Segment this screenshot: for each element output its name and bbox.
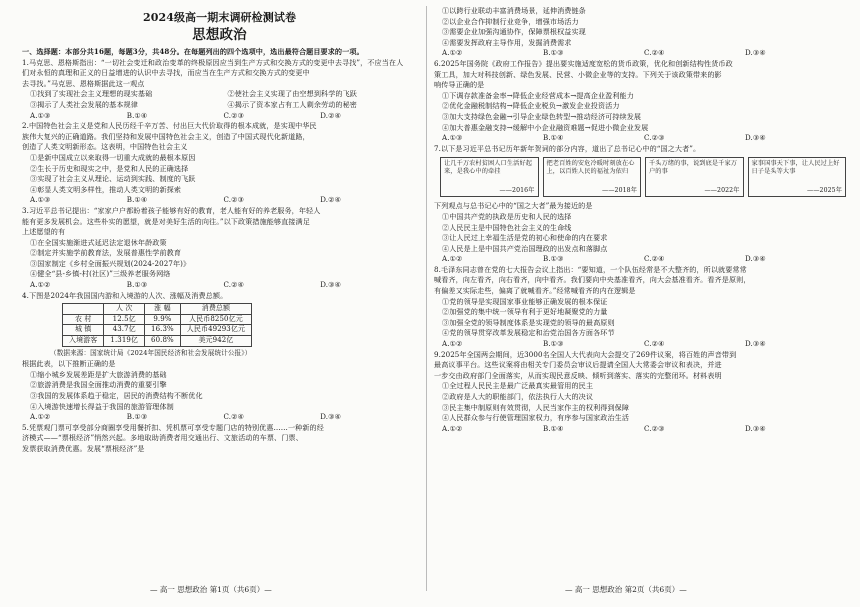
quote-box [645, 157, 744, 197]
q6-answers [434, 133, 846, 144]
question-5-continued [434, 6, 846, 59]
q1-answers [22, 111, 417, 122]
q5-line: 济模式——“票根经济”悄然兴起。多地取助消费者用交通出行、文旅活动的车票、门票、 [22, 433, 303, 443]
answer-choice: D.②④ [320, 195, 342, 205]
q3-option: ④健全“县-乡镇-村(社区)”三级养老服务网络 [30, 269, 171, 279]
q8-option: ④党的领导贯穿改革发展稳定和治党治国各方面各环节 [442, 328, 615, 338]
table-row [63, 314, 252, 325]
page-footer-right: — 高一 思想政治 第2页（共6页）— [565, 585, 687, 594]
answer-choice: C.②④ [644, 254, 665, 264]
q9-answers [434, 424, 846, 435]
table-cell: 12.5亿 [104, 314, 145, 325]
q9-option: ④人民群众参与行使管理国家权力，有序参与国家政治生活 [442, 413, 630, 423]
left-column [22, 6, 417, 455]
q2-line: 族伟大复兴的正确道路。我们坚持和发展中国特色社会主义，创造了中国式现代化新道路， [22, 131, 310, 141]
answer-choice: D.③④ [320, 412, 342, 422]
exam-title: 2024级高一期末调研检测试卷 [142, 11, 297, 24]
q1-line: 们对永恒的真理和正义的日益增进的认识中去寻找，而应当在生产方式和交换方式的变更中 [22, 68, 310, 78]
q5-option: ③需要企业加强沟通协作，保障票根权益实现 [442, 27, 586, 37]
answer-choice: D.③④ [745, 423, 766, 433]
q7-intro: 7.以下是习近平总书记历年新年贺词的部分内容，道出了总书记心中的“国之大者”。 [434, 143, 701, 153]
answer-choice: D.③④ [745, 254, 766, 264]
quote-box [748, 157, 847, 197]
right-column [434, 6, 846, 434]
answer-choice: C.②④ [223, 412, 245, 422]
q7-option: ②人民民主是中国特色社会主义的生命线 [442, 222, 572, 232]
q6-line: 6.2025年国务院《政府工作报告》提出要实施适度宽松的货币政策，优化和创新结构性货币政 [434, 58, 733, 68]
answer-choice: D.③④ [745, 339, 766, 349]
answer-choice: D.②④ [320, 110, 342, 120]
q4-option: ②旅游消费是我国全面推动消费的重要引擎 [30, 380, 167, 390]
question-4 [22, 291, 417, 423]
answer-choice: A.①② [442, 423, 463, 433]
q6-option: ③加大支持绿色金融→引导企业绿色转型→推动经济可持续发展 [442, 111, 642, 121]
q5-line: 发票获取消费优惠。发展“票根经济”是 [22, 443, 145, 453]
answer-choice: C.②④ [644, 48, 665, 58]
quote-box [440, 157, 539, 197]
table-cell: 人民币8250亿元 [180, 314, 251, 325]
q3-line: 能有更多发展机会。这些朴实的愿望，就是对美好生活的向往。”以下政策措施能够直接满足 [22, 216, 310, 226]
table-header-row [63, 304, 252, 315]
exam-subject: 思想政治 [192, 27, 247, 43]
quote-box [543, 157, 642, 197]
q9-line: 一步交由政府部门全面落实，从而实现民意反映、倾听到落实、落实的完整闭环。材料表明 [434, 370, 722, 380]
q1-option: ④揭示了资本家占有工人剩余劳动的秘密 [227, 99, 357, 109]
answer-choice: A.①③ [442, 133, 463, 143]
q8-option: ②加强党的集中统一领导有利于更好地凝聚党的力量 [442, 307, 608, 317]
q3-line: 上述愿望的有 [22, 227, 66, 237]
answer-choice: B.①③ [126, 280, 148, 290]
q2-option: ④彰显人类文明多样性，推动人类文明的新探索 [30, 184, 182, 194]
q3-option: ①在全国实施渐进式延迟法定退休年龄政策 [30, 237, 167, 247]
table-header: 涨 幅 [145, 304, 181, 315]
table-cell: 人民币49293亿元 [180, 325, 251, 336]
q4-option: ③我国的发展体系趋于稳定，居民的消费结构不断优化 [30, 391, 203, 400]
answer-choice: A.①② [30, 412, 51, 422]
q1-option: ③揭示了人类社会发展的基本规律 [30, 99, 138, 109]
answer-choice: A.①② [442, 339, 463, 349]
question-6 [434, 59, 846, 144]
q6-option: ②优化金融税制结构→降低企业税负→激发企业投资活力 [442, 101, 620, 111]
question-7 [434, 144, 846, 265]
q7-answers [434, 254, 846, 265]
q7-option: ①中国共产党的执政是历史和人民的选择 [442, 211, 572, 221]
q6-option: ①下调存款准备金率→降低企业经营成本→提高企业盈利能力 [442, 90, 634, 100]
answer-choice: A.①③ [30, 110, 51, 120]
q8-line: 8.毛泽东同志曾在党的七大报告会议上指出：“要知道，一个队伍经常是不大整齐的，所以就要常常 [434, 264, 747, 274]
answer-choice: A.①② [442, 254, 463, 264]
q2-option: ①是新中国成立以来取得一切重大成就的最根本原因 [30, 152, 196, 162]
q7-option: ④人民是上是中国共产党治国理政的出发点和落脚点 [442, 243, 608, 253]
q2-option: ③实现了社会主义从理论、运动到实践、制度的飞跃 [30, 174, 196, 184]
q2-line: 创造了人类文明新形态。这表明，中国特色社会主义 [22, 142, 188, 152]
answer-choice: B.①④ [543, 423, 564, 433]
q5-line: 5.凭票观门票可享受部分商圈享受用餐折扣、凭机票可享受专题门店的特别优惠……一种新的经 [22, 422, 324, 432]
question-3 [22, 206, 417, 291]
question-8 [434, 265, 846, 350]
table-cell: 9.9% [145, 314, 181, 325]
q3-line: 3.习近平总书记提出：“家家户户都盼着孩子能够有好的教育，老人能有好的养老服务，年轻人 [22, 205, 321, 215]
answer-choice: C.②④ [644, 339, 665, 349]
quote-text: 千头万绪的事，说到底是千家万户的事 [649, 160, 738, 176]
answer-choice: B.①④ [543, 133, 564, 143]
q5-option: ②以企业合作抑制行业竞争，增强市场活力 [442, 16, 579, 26]
table-header: 消费总额 [180, 304, 251, 315]
question-1 [22, 58, 417, 122]
table-cell: 1.319亿 [104, 336, 145, 347]
answer-choice: B.①③ [126, 412, 148, 422]
q3-option: ②制定并实施学前教育法，发展普惠性学前教育 [30, 248, 182, 258]
table-cell: 城 镇 [63, 325, 104, 336]
q9-line: 最高议事平台。这些议案将由相关专门委员会审议后提请全国人大常委会审议和表决，并进 [434, 360, 722, 370]
answer-choice: B.①④ [126, 110, 148, 120]
q9-line: 9.2025年全国两会期间，近3000名全国人大代表向大会提交了269件议案，将百姓的声音带到 [434, 349, 737, 359]
q8-option: ①党的领导是实现国家事业能够正确发展的根本保证 [442, 296, 608, 306]
answer-choice: D.③④ [745, 48, 766, 58]
q4-option: ①缩小城乡发展差距是扩大旅游消费的基础 [30, 369, 167, 379]
q9-option: ①全过程人民民主是最广泛最真实最管用的民主 [442, 381, 594, 391]
question-2 [22, 121, 417, 206]
table-header [63, 304, 104, 315]
q7-lead: 下列观点与总书记心中的“国之大者”最为接近的是 [434, 201, 593, 211]
q1-option: ①找到了实现社会主义理想的现实基础 [30, 89, 153, 99]
q8-line: 有偏差又实际走些，偏离了就喊看齐。”经常喊看齐的内在逻辑是 [434, 286, 636, 296]
table-cell: 入境游客 [63, 336, 104, 347]
table-header: 人 次 [104, 304, 145, 315]
answer-choice: C.②③ [644, 423, 665, 433]
q8-line: 喊看齐，向左看齐，向右看齐，向中看齐。我们要向中央基准看齐，向大会基准看齐。看齐是原则， [434, 275, 751, 285]
question-5 [22, 423, 417, 455]
q4-intro: 4.下图是2024年我国国内游和入境游的人次、涨幅及消费总额。 [22, 290, 228, 300]
q3-answers [22, 280, 417, 291]
q2-option: ②生长于历史和现实之中，是党和人民的正确选择 [30, 163, 189, 173]
q5-answers [434, 48, 846, 59]
answer-choice: A.①③ [30, 195, 51, 205]
answer-choice: C.②④ [223, 280, 245, 290]
q5-option: ④需要发挥政府主导作用，发掘消费需求 [442, 37, 572, 47]
answer-choice: C.②③ [644, 133, 665, 143]
table-row [63, 336, 252, 347]
table-cell: 农 村 [63, 314, 104, 325]
q6-line: 响传导正确的是 [434, 80, 485, 90]
answer-choice: B.①④ [126, 195, 148, 205]
q3-option: ③国家制定《乡村全面振兴规划(2024-2027年)》 [30, 258, 191, 268]
quote-year: ——2022年 [704, 187, 740, 195]
answer-choice: D.③④ [745, 133, 766, 143]
q7-option: ③让人民过上幸福生活是党的初心和使命的内在要求 [442, 233, 608, 243]
q9-option: ③民主集中制原则有效贯彻，人民当家作主的权利得到保障 [442, 402, 630, 412]
table-cell: 美元942亿 [180, 336, 251, 347]
table-cell: 16.3% [145, 325, 181, 336]
answer-choice: C.②③ [223, 195, 245, 205]
q1-option: ②使社会主义实现了由空想到科学的飞跃 [227, 89, 357, 99]
q2-answers [22, 195, 417, 206]
table-cell: 43.7亿 [104, 325, 145, 336]
quote-boxes [440, 157, 846, 197]
table-row [63, 325, 252, 336]
q4-answers [22, 412, 417, 423]
answer-choice: A.①② [30, 280, 51, 290]
section-heading: 一、选择题：本部分共16题，每题3分，共48分。在每题列出的四个选项中，选出最符合题目要求的一项。 [22, 47, 364, 56]
q6-line: 策工具，加大对科技创新、绿色发展、民营、小微企业等的支持。下列关于该政策带来的影 [434, 69, 722, 79]
q1-line: 去寻找。”马克思、恩格斯据此这一观点 [22, 78, 145, 88]
answer-choice: A.①② [442, 48, 463, 58]
question-9 [434, 350, 846, 435]
q1-line: 1.马克思、恩格斯指出：“一切社会变迁和政治变革的终极原因应当到生产方式和交换方式的变更中去寻找”，不应当在人 [22, 57, 404, 67]
q4-lead: 根据此表，以下推断正确的是 [22, 359, 116, 369]
q2-line: 2.中国特色社会主义是党和人民历经千辛万苦、付出巨大代价取得的根本成就，是实现中华民 [22, 121, 317, 131]
answer-choice: B.①③ [543, 254, 564, 264]
answer-choice: D.③④ [320, 280, 342, 290]
q8-option: ③加强全党的领导制度体系是实现党的领导的最高原则 [442, 317, 615, 327]
answer-choice: B.①③ [543, 48, 564, 58]
quote-text: 让几千万农村贫困人口生活好起来，是我心中的牵挂 [444, 160, 533, 176]
column-divider [426, 6, 427, 591]
q4-option: ④入境游快速增长得益于我国的旅游管理体制 [30, 401, 174, 411]
quote-text: 家事国事天下事，让人民过上好日子是头等大事 [751, 160, 840, 176]
page-footer-left: — 高一 思想政治 第1页（共6页）— [150, 585, 272, 594]
quote-year: ——2016年 [499, 187, 535, 195]
answer-choice: B.①③ [543, 339, 564, 349]
q5-option: ①以跨行业联动丰富消费场景，延伸消费链条 [442, 6, 586, 15]
answer-choice: C.②③ [223, 110, 245, 120]
quote-year: ——2025年 [806, 187, 842, 195]
q9-option: ②政府是人大的职能部门，依法执行人大的决议 [442, 392, 594, 401]
q8-answers [434, 339, 846, 350]
tourism-table [62, 303, 252, 346]
quote-text: 把老百姓的安危冷暖时刻放在心上，以百姓人民的福祉为依归 [546, 160, 635, 176]
q6-option: ④加大普惠金融支持→缓解中小企业融资难题→促进小微企业发展 [442, 122, 649, 132]
quote-year: ——2018年 [601, 187, 637, 195]
table-cell: 60.8% [145, 336, 181, 347]
table-source: （数据来源：国家统计局《2024年国民经济和社会发展统计公报》） [50, 348, 252, 357]
